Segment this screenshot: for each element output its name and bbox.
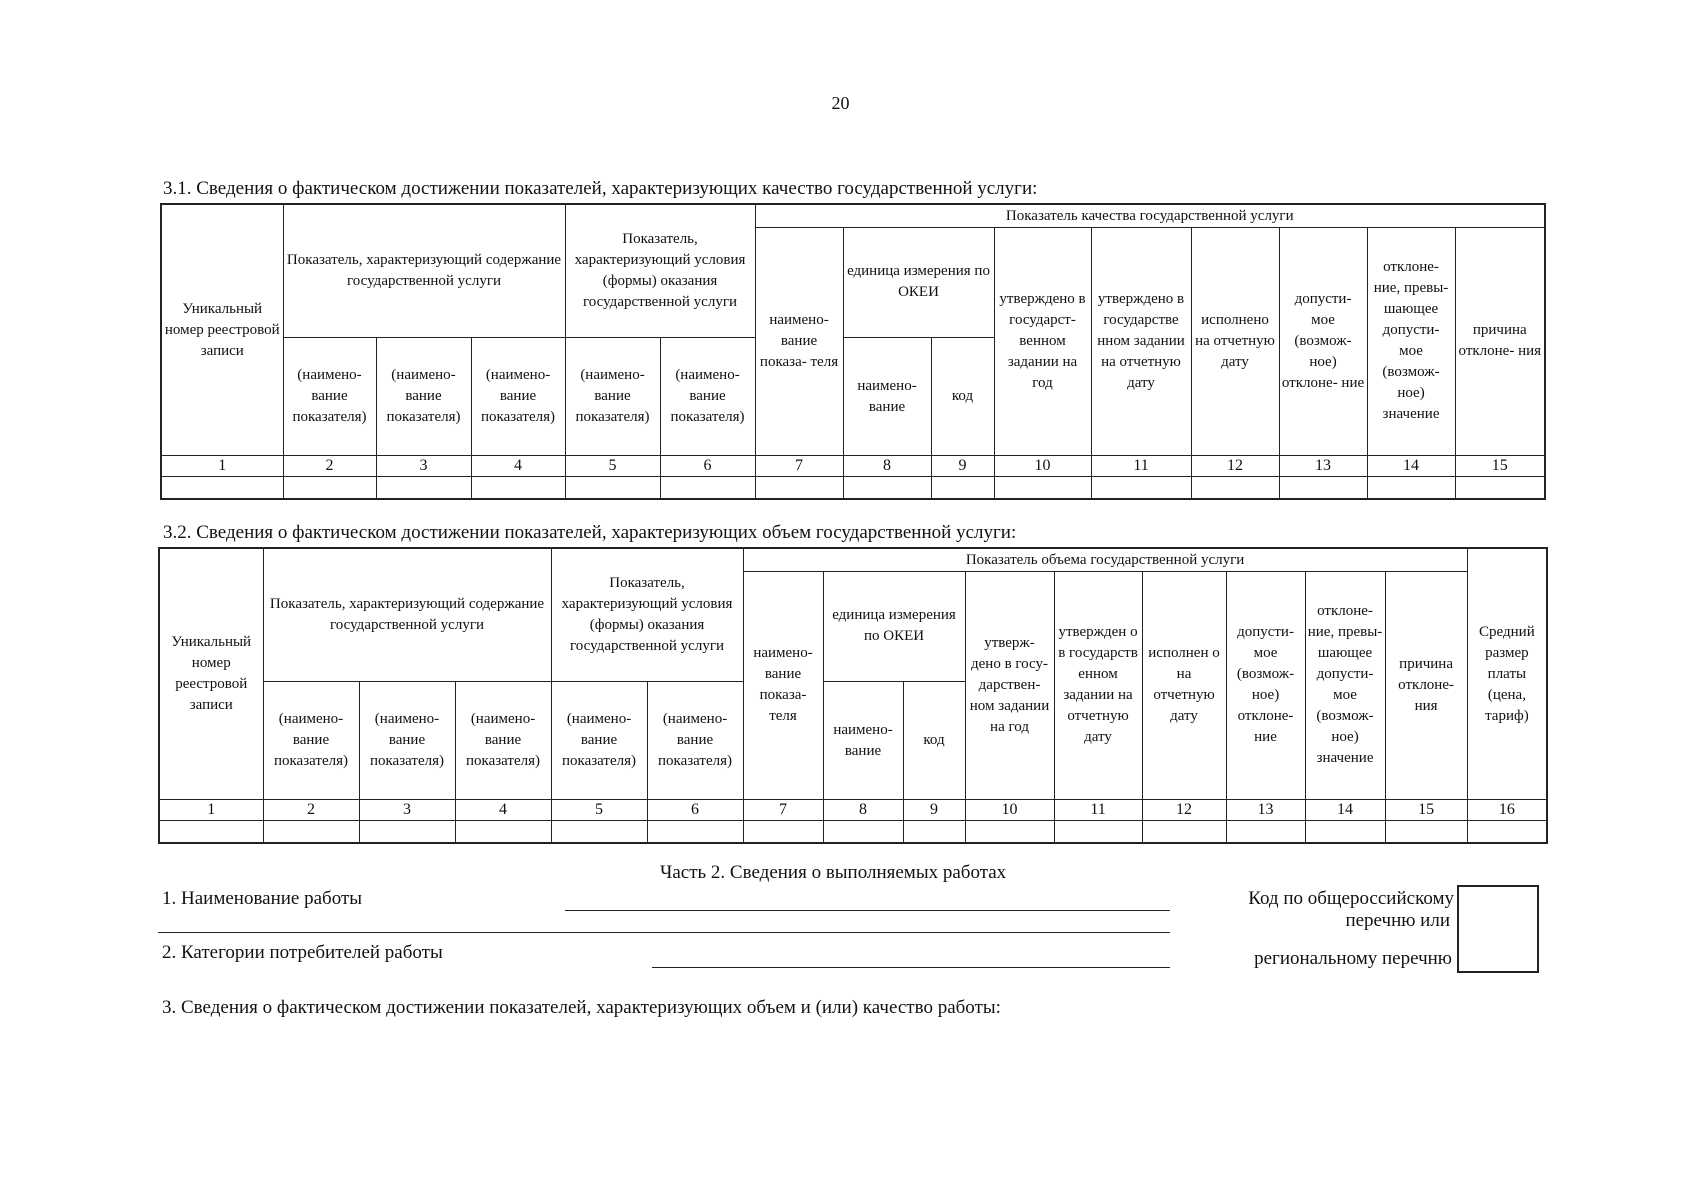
separator-line bbox=[158, 932, 1170, 933]
code-label-line1: Код по общероссийскому bbox=[1248, 888, 1454, 909]
header-okei-name: наимено- вание bbox=[823, 681, 903, 799]
empty-cell[interactable] bbox=[161, 477, 283, 499]
empty-cell[interactable] bbox=[1305, 821, 1385, 843]
header-volume-group: Показатель объема государственной услуги bbox=[743, 548, 1467, 571]
column-number: 1 bbox=[159, 800, 263, 821]
column-number: 6 bbox=[647, 800, 743, 821]
header-executed: исполнено на отчетную дату bbox=[1191, 227, 1279, 456]
column-number: 2 bbox=[283, 456, 376, 477]
header-content-group: Показатель, характеризующий содержание государственной услуги bbox=[263, 548, 551, 681]
column-number: 14 bbox=[1367, 456, 1455, 477]
header-indicator-name-cell: (наимено- вание показателя) bbox=[660, 337, 755, 455]
header-indicator-name: наимено- вание показа- теля bbox=[743, 571, 823, 800]
empty-cell[interactable] bbox=[471, 477, 565, 499]
column-number: 12 bbox=[1142, 800, 1226, 821]
empty-cell[interactable] bbox=[1455, 477, 1545, 499]
empty-cell[interactable] bbox=[1385, 821, 1467, 843]
column-number: 10 bbox=[965, 800, 1054, 821]
empty-cell[interactable] bbox=[994, 477, 1091, 499]
work-name-label: 1. Наименование работы bbox=[162, 888, 363, 909]
column-number: 11 bbox=[1091, 456, 1191, 477]
column-number: 4 bbox=[455, 800, 551, 821]
empty-cell[interactable] bbox=[283, 477, 376, 499]
section-3-heading: 3. Сведения о фактическом достижении показателей, характеризующих объем и (или) качество работы: bbox=[162, 997, 1001, 1018]
consumers-line[interactable] bbox=[652, 967, 1170, 968]
empty-cell[interactable] bbox=[660, 477, 755, 499]
header-quality-group: Показатель качества государственной услуги bbox=[755, 204, 1545, 227]
empty-cell[interactable] bbox=[755, 477, 843, 499]
code-label-line3: региональному перечню bbox=[1254, 948, 1452, 969]
header-indicator-name-cell: (наимено- вание показателя) bbox=[376, 337, 471, 455]
column-number: 13 bbox=[1226, 800, 1305, 821]
empty-cell[interactable] bbox=[263, 821, 359, 843]
header-indicator-name-cell: (наимено- вание показателя) bbox=[283, 337, 376, 455]
header-indicator-name-cell: (наимено- вание показателя) bbox=[455, 681, 551, 799]
header-reason: причина отклоне- ния bbox=[1385, 571, 1467, 800]
column-number: 11 bbox=[1054, 800, 1142, 821]
table-row bbox=[159, 821, 1547, 843]
column-number: 14 bbox=[1305, 800, 1385, 821]
empty-cell[interactable] bbox=[1467, 821, 1547, 843]
empty-cell[interactable] bbox=[1226, 821, 1305, 843]
empty-cell[interactable] bbox=[1054, 821, 1142, 843]
header-okei-name: наимено- вание bbox=[843, 337, 931, 455]
empty-cell[interactable] bbox=[359, 821, 455, 843]
header-exceeding-deviation: отклоне- ние, превы- шающее допусти- мое (возмож- ное) значение bbox=[1367, 227, 1455, 456]
header-exceeding-deviation: отклоне- ние, превы- шающее допусти- мое (возмож- ное) значение bbox=[1305, 571, 1385, 800]
column-number: 8 bbox=[823, 800, 903, 821]
column-number: 7 bbox=[743, 800, 823, 821]
header-conditions-group: Показатель, характеризующий условия (формы) оказания государственной услуги bbox=[565, 204, 755, 337]
header-indicator-name-cell: (наимено- вание показателя) bbox=[359, 681, 455, 799]
column-number: 4 bbox=[471, 456, 565, 477]
column-number-row bbox=[161, 456, 1545, 477]
header-indicator-name-cell: (наимено- вание показателя) bbox=[471, 337, 565, 455]
empty-cell[interactable] bbox=[903, 821, 965, 843]
empty-cell[interactable] bbox=[843, 477, 931, 499]
empty-cell[interactable] bbox=[1191, 477, 1279, 499]
part2-title: Часть 2. Сведения о выполняемых работах bbox=[660, 862, 1007, 883]
empty-cell[interactable] bbox=[743, 821, 823, 843]
page-number: 20 bbox=[831, 93, 850, 113]
header-avg-fee: Средний размер платы (цена, тариф) bbox=[1467, 548, 1547, 800]
column-number: 15 bbox=[1385, 800, 1467, 821]
header-indicator-name: наимено- вание показа- теля bbox=[755, 227, 843, 456]
header-approved-year: утверждено в государст- венном задании на год bbox=[994, 227, 1091, 456]
empty-cell[interactable] bbox=[647, 821, 743, 843]
header-indicator-name-cell: (наимено- вание показателя) bbox=[263, 681, 359, 799]
empty-cell[interactable] bbox=[1279, 477, 1367, 499]
empty-cell[interactable] bbox=[1091, 477, 1191, 499]
column-number: 6 bbox=[660, 456, 755, 477]
header-allowed-deviation: допусти- мое (возмож- ное) отклоне- ние bbox=[1279, 227, 1367, 456]
column-number-row bbox=[159, 800, 1547, 821]
header-indicator-name-cell: (наимено- вание показателя) bbox=[647, 681, 743, 799]
code-label-line2: перечню или bbox=[1345, 910, 1450, 931]
header-content-group: Показатель, характеризующий содержание государственной услуги bbox=[283, 204, 565, 337]
column-number: 13 bbox=[1279, 456, 1367, 477]
consumers-label: 2. Категории потребителей работы bbox=[162, 942, 443, 963]
code-box[interactable] bbox=[1457, 885, 1539, 973]
column-number: 15 bbox=[1455, 456, 1545, 477]
header-indicator-name-cell: (наимено- вание показателя) bbox=[565, 337, 660, 455]
header-approved-date: утвержден о в государств енном задании на отчетную дату bbox=[1054, 571, 1142, 800]
column-number: 5 bbox=[551, 800, 647, 821]
volume-indicators-table bbox=[158, 547, 1548, 844]
header-reason: причина отклоне- ния bbox=[1455, 227, 1545, 456]
column-number: 9 bbox=[903, 800, 965, 821]
header-unique-number: Уникальный номер реестровой записи bbox=[159, 548, 263, 800]
header-unique-number: Уникальный номер реестровой записи bbox=[161, 204, 283, 456]
header-approved-year: утверж- дено в госу- дарствен- ном задании на год bbox=[965, 571, 1054, 800]
empty-cell[interactable] bbox=[551, 821, 647, 843]
column-number: 10 bbox=[994, 456, 1091, 477]
quality-indicators-table bbox=[160, 203, 1546, 500]
column-number: 2 bbox=[263, 800, 359, 821]
header-conditions-group: Показатель, характеризующий условия (формы) оказания государственной услуги bbox=[551, 548, 743, 681]
header-okei-unit: единица измерения по ОКЕИ bbox=[823, 571, 965, 681]
header-allowed-deviation: допусти- мое (возмож- ное) отклоне- ние bbox=[1226, 571, 1305, 800]
empty-cell[interactable] bbox=[159, 821, 263, 843]
header-indicator-name-cell: (наимено- вание показателя) bbox=[551, 681, 647, 799]
empty-cell[interactable] bbox=[965, 821, 1054, 843]
header-okei-unit: единица измерения по ОКЕИ bbox=[843, 227, 994, 337]
column-number: 3 bbox=[376, 456, 471, 477]
empty-cell[interactable] bbox=[565, 477, 660, 499]
column-number: 3 bbox=[359, 800, 455, 821]
column-number: 5 bbox=[565, 456, 660, 477]
column-number: 8 bbox=[843, 456, 931, 477]
section-3-1-heading: 3.1. Сведения о фактическом достижении показателей, характеризующих качество государственной услуги: bbox=[163, 178, 1038, 199]
column-number: 7 bbox=[755, 456, 843, 477]
column-number: 12 bbox=[1191, 456, 1279, 477]
column-number: 16 bbox=[1467, 800, 1547, 821]
work-name-line[interactable] bbox=[565, 910, 1170, 911]
header-okei-code: код bbox=[931, 337, 994, 455]
column-number: 9 bbox=[931, 456, 994, 477]
empty-cell[interactable] bbox=[1142, 821, 1226, 843]
empty-cell[interactable] bbox=[1367, 477, 1455, 499]
empty-cell[interactable] bbox=[455, 821, 551, 843]
empty-cell[interactable] bbox=[823, 821, 903, 843]
section-3-2-heading: 3.2. Сведения о фактическом достижении показателей, характеризующих объем государственной услуги: bbox=[163, 522, 1017, 543]
header-approved-date: утверждено в государстве нном задании на отчетную дату bbox=[1091, 227, 1191, 456]
header-executed: исполнен о на отчетную дату bbox=[1142, 571, 1226, 800]
empty-cell[interactable] bbox=[376, 477, 471, 499]
header-okei-code: код bbox=[903, 681, 965, 799]
column-number: 1 bbox=[161, 456, 283, 477]
empty-cell[interactable] bbox=[931, 477, 994, 499]
table-row bbox=[161, 477, 1545, 499]
